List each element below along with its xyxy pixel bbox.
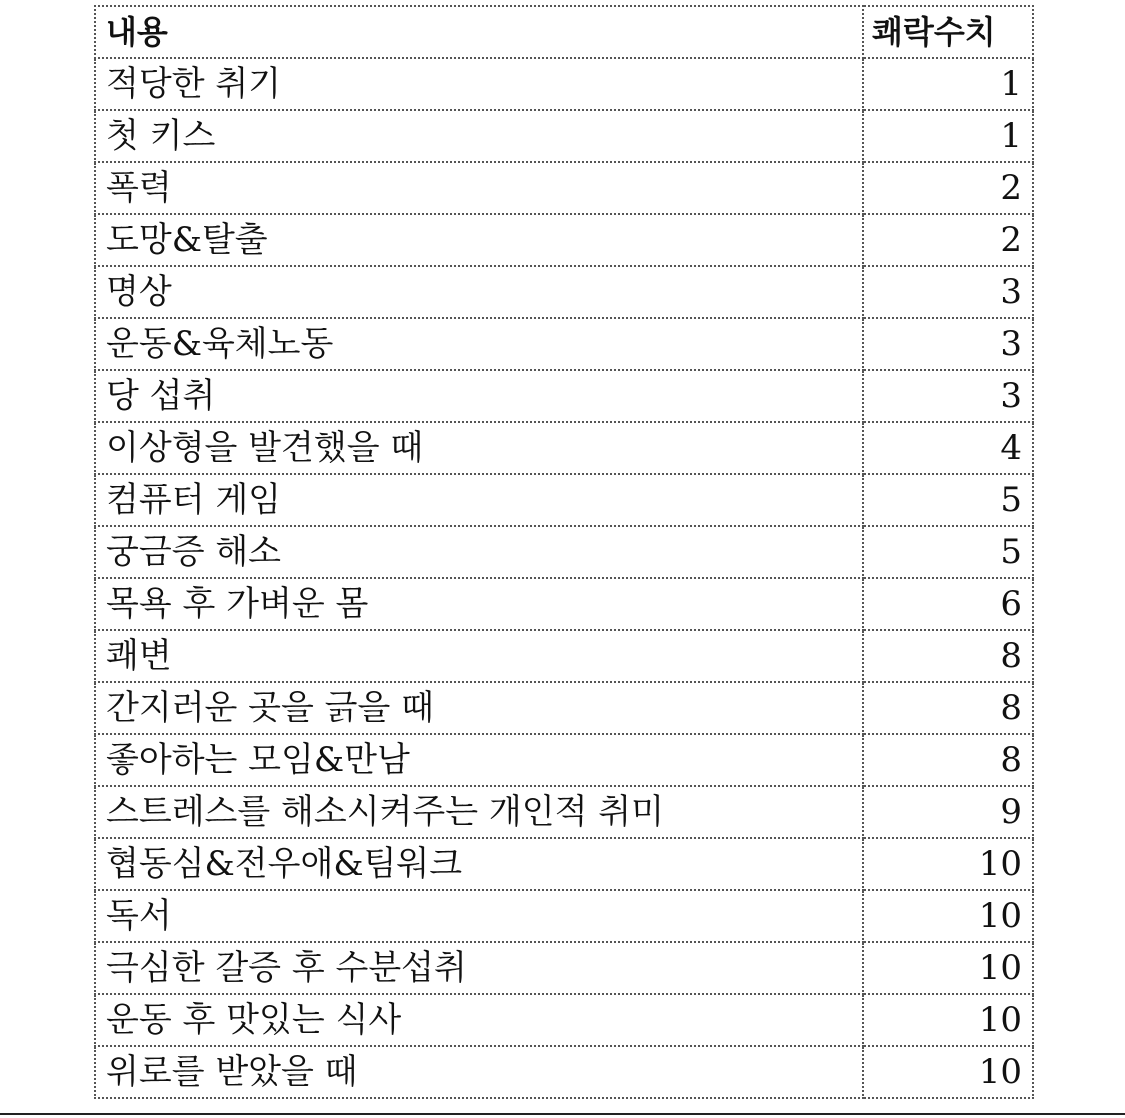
row-label: 이상형을 발견했을 때 bbox=[95, 422, 863, 474]
table-row bbox=[95, 942, 1033, 994]
table-row bbox=[95, 58, 1033, 110]
row-label: 명상 bbox=[95, 266, 863, 318]
row-value: 1 bbox=[863, 58, 1033, 110]
pleasure-table bbox=[94, 5, 1034, 1099]
row-label: 첫 키스 bbox=[95, 110, 863, 162]
table-row bbox=[95, 838, 1033, 890]
row-label: 운동 후 맛있는 식사 bbox=[95, 994, 863, 1046]
row-value: 4 bbox=[863, 422, 1033, 474]
table-row bbox=[95, 734, 1033, 786]
row-label: 당 섭취 bbox=[95, 370, 863, 422]
table-row bbox=[95, 214, 1033, 266]
table-row bbox=[95, 162, 1033, 214]
row-label: 적당한 취기 bbox=[95, 58, 863, 110]
table-row bbox=[95, 474, 1033, 526]
table-row bbox=[95, 318, 1033, 370]
table-row bbox=[95, 110, 1033, 162]
header-pleasure-level: 쾌락수치 bbox=[863, 6, 1033, 58]
table-row bbox=[95, 422, 1033, 474]
table-row bbox=[95, 994, 1033, 1046]
row-label: 위로를 받았을 때 bbox=[95, 1046, 863, 1098]
row-value: 3 bbox=[863, 318, 1033, 370]
table-row bbox=[95, 682, 1033, 734]
row-value: 8 bbox=[863, 734, 1033, 786]
table-row bbox=[95, 370, 1033, 422]
row-value: 1 bbox=[863, 110, 1033, 162]
row-label: 도망&탈출 bbox=[95, 214, 863, 266]
row-value: 10 bbox=[863, 994, 1033, 1046]
row-label: 극심한 갈증 후 수분섭취 bbox=[95, 942, 863, 994]
row-value: 10 bbox=[863, 890, 1033, 942]
table-row bbox=[95, 786, 1033, 838]
row-label: 협동심&전우애&팀워크 bbox=[95, 838, 863, 890]
table-row bbox=[95, 578, 1033, 630]
row-label: 목욕 후 가벼운 몸 bbox=[95, 578, 863, 630]
table-row bbox=[95, 1046, 1033, 1098]
table-row bbox=[95, 630, 1033, 682]
bottom-border-line bbox=[0, 1113, 1125, 1115]
table-header-row bbox=[95, 6, 1033, 58]
row-label: 궁금증 해소 bbox=[95, 526, 863, 578]
row-value: 10 bbox=[863, 838, 1033, 890]
row-label: 쾌변 bbox=[95, 630, 863, 682]
row-label: 스트레스를 해소시켜주는 개인적 취미 bbox=[95, 786, 863, 838]
row-value: 10 bbox=[863, 1046, 1033, 1098]
table-row bbox=[95, 526, 1033, 578]
row-label: 간지러운 곳을 긁을 때 bbox=[95, 682, 863, 734]
row-label: 독서 bbox=[95, 890, 863, 942]
row-value: 3 bbox=[863, 266, 1033, 318]
row-value: 5 bbox=[863, 474, 1033, 526]
row-value: 6 bbox=[863, 578, 1033, 630]
table-row bbox=[95, 890, 1033, 942]
row-value: 2 bbox=[863, 214, 1033, 266]
row-label: 좋아하는 모임&만남 bbox=[95, 734, 863, 786]
row-value: 2 bbox=[863, 162, 1033, 214]
pleasure-table-sheet bbox=[94, 5, 1032, 1118]
table-row bbox=[95, 266, 1033, 318]
row-value: 10 bbox=[863, 942, 1033, 994]
table-body bbox=[95, 58, 1033, 1098]
row-label: 운동&육체노동 bbox=[95, 318, 863, 370]
row-value: 9 bbox=[863, 786, 1033, 838]
header-content: 내용 bbox=[95, 6, 863, 58]
row-label: 폭력 bbox=[95, 162, 863, 214]
row-value: 5 bbox=[863, 526, 1033, 578]
row-label: 컴퓨터 게임 bbox=[95, 474, 863, 526]
row-value: 8 bbox=[863, 630, 1033, 682]
row-value: 3 bbox=[863, 370, 1033, 422]
row-value: 8 bbox=[863, 682, 1033, 734]
